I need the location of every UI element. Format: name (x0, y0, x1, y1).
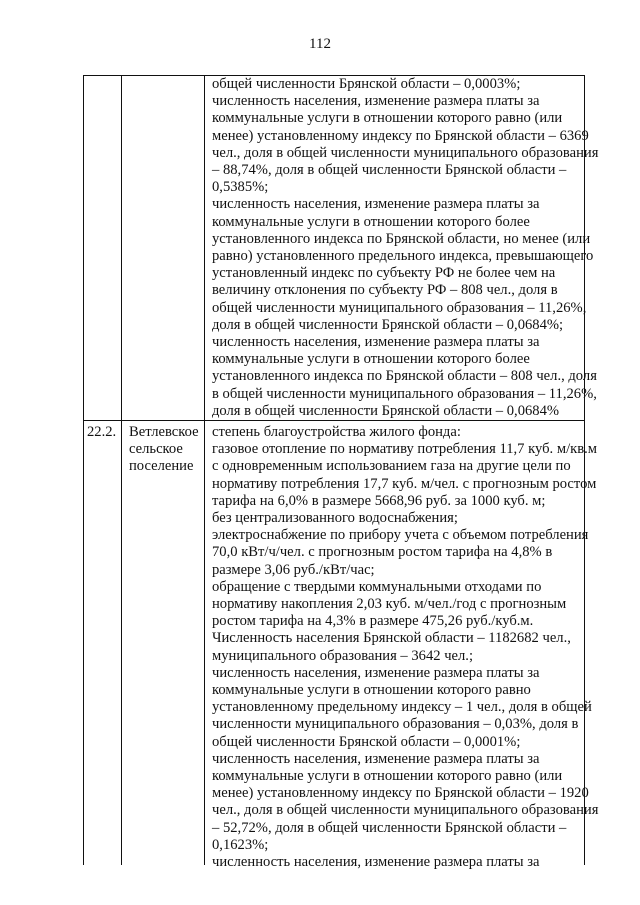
text-line: газовое отопление по нормативу потребления 11,7 куб. м/кв.м (212, 441, 597, 458)
text-line: без централизованного водоснабжения; (212, 510, 458, 527)
text-line: муниципального образования – 3642 чел.; (212, 647, 474, 664)
text-line: ростом тарифа на 4,3% в размере 475,26 руб./куб.м. (212, 613, 534, 630)
text-line: чел., доля в общей численности муниципального образования (212, 144, 599, 161)
name-line: сельское (129, 441, 183, 458)
text-line: размере 3,06 руб./кВт/час; (212, 561, 375, 578)
row-1-text (212, 76, 598, 420)
text-line: численность населения, изменение размера платы за (212, 196, 540, 213)
text-line: величину отклонения по субъекту РФ – 808 чел., доля в (212, 282, 558, 299)
text-line: чел., доля в общей численности муниципального образования (212, 802, 599, 819)
text-line: обращение с твердыми коммунальными отходами по (212, 578, 542, 595)
text-line: коммунальные услуги в отношении которого более (212, 213, 530, 230)
page-number: 112 (309, 36, 331, 52)
column-divider-name (204, 75, 205, 865)
text-line: нормативу накопления 2,03 куб. м/чел./год с прогнозным (212, 596, 567, 613)
text-line: установленного индекса по Брянской области – 808 чел., доля (212, 368, 597, 385)
text-line: – 88,74%, доля в общей численности Брянской области – (212, 162, 567, 179)
text-line: 0,1623%; (212, 836, 269, 853)
text-line: общей численности муниципального образования – 11,26%, (212, 299, 587, 316)
text-line: численности муниципального образования – 0,03%, доля в (212, 716, 579, 733)
text-line: с одновременным использованием газа на другие цели по (212, 458, 571, 475)
name-line: Ветлевское (129, 424, 199, 440)
text-line: равно) установленного предельного индекса, превышающего (212, 248, 594, 265)
text-line: нормативу потребления 17,7 куб. м/чел. с прогнозным ростом (212, 475, 597, 492)
name-line: поселение (129, 458, 194, 475)
text-line: доля в общей численности Брянской области – 0,0684% (212, 402, 560, 419)
text-line: тарифа на 6,0% в размере 5668,96 руб. за 1000 куб. м; (212, 492, 546, 509)
text-line: Численность населения Брянской области – 1182682 чел., (212, 630, 571, 647)
text-line: коммунальные услуги в отношении которого более (212, 351, 530, 368)
row-2-text (212, 424, 598, 871)
text-line: общей численности Брянской области – 0,0001%; (212, 733, 521, 750)
text-line: общей численности Брянской области – 0,0003%; (212, 76, 521, 92)
text-line: численность населения, изменение размера платы за (212, 334, 540, 351)
text-line: в общей численности муниципального образования – 11,26%, (212, 385, 597, 402)
text-line: коммунальные услуги в отношении которого равно (или (212, 110, 563, 127)
text-line: установленный индекс по субъекту РФ не более чем на (212, 265, 556, 282)
column-divider-number (121, 75, 122, 865)
text-line: установленному предельному индексу – 1 чел., доля в общей (212, 699, 592, 716)
text-line: доля в общей численности Брянской области – 0,0684%; (212, 316, 564, 333)
text-line: 70,0 кВт/ч/чел. с прогнозным ростом тарифа на 4,8% в (212, 544, 553, 561)
text-line: численность населения, изменение размера платы за (212, 664, 540, 681)
text-line: численность населения, изменение размера платы за (212, 93, 540, 110)
row-2-name (129, 424, 199, 476)
text-line: электроснабжение по прибору учета с объемом потребления (212, 527, 589, 544)
row-2-number: 22.2. (87, 424, 117, 440)
row-divider (83, 420, 585, 421)
text-line: численность населения, изменение размера платы за (212, 854, 540, 871)
text-line: коммунальные услуги в отношении которого равно (или (212, 768, 563, 785)
text-line: степень благоустройства жилого фонда: (212, 424, 461, 440)
text-line: численность населения, изменение размера платы за (212, 750, 540, 767)
text-line: – 52,72%, доля в общей численности Брянской области – (212, 819, 567, 836)
text-line: коммунальные услуги в отношении которого равно (212, 682, 531, 699)
text-line: 0,5385%; (212, 179, 269, 196)
text-line: установленного индекса по Брянской области, но менее (или (212, 230, 591, 247)
text-line: менее) установленному индексу по Брянской области – 6369 (212, 127, 589, 144)
text-line: менее) установленному индексу по Брянской области – 1920 (212, 785, 589, 802)
